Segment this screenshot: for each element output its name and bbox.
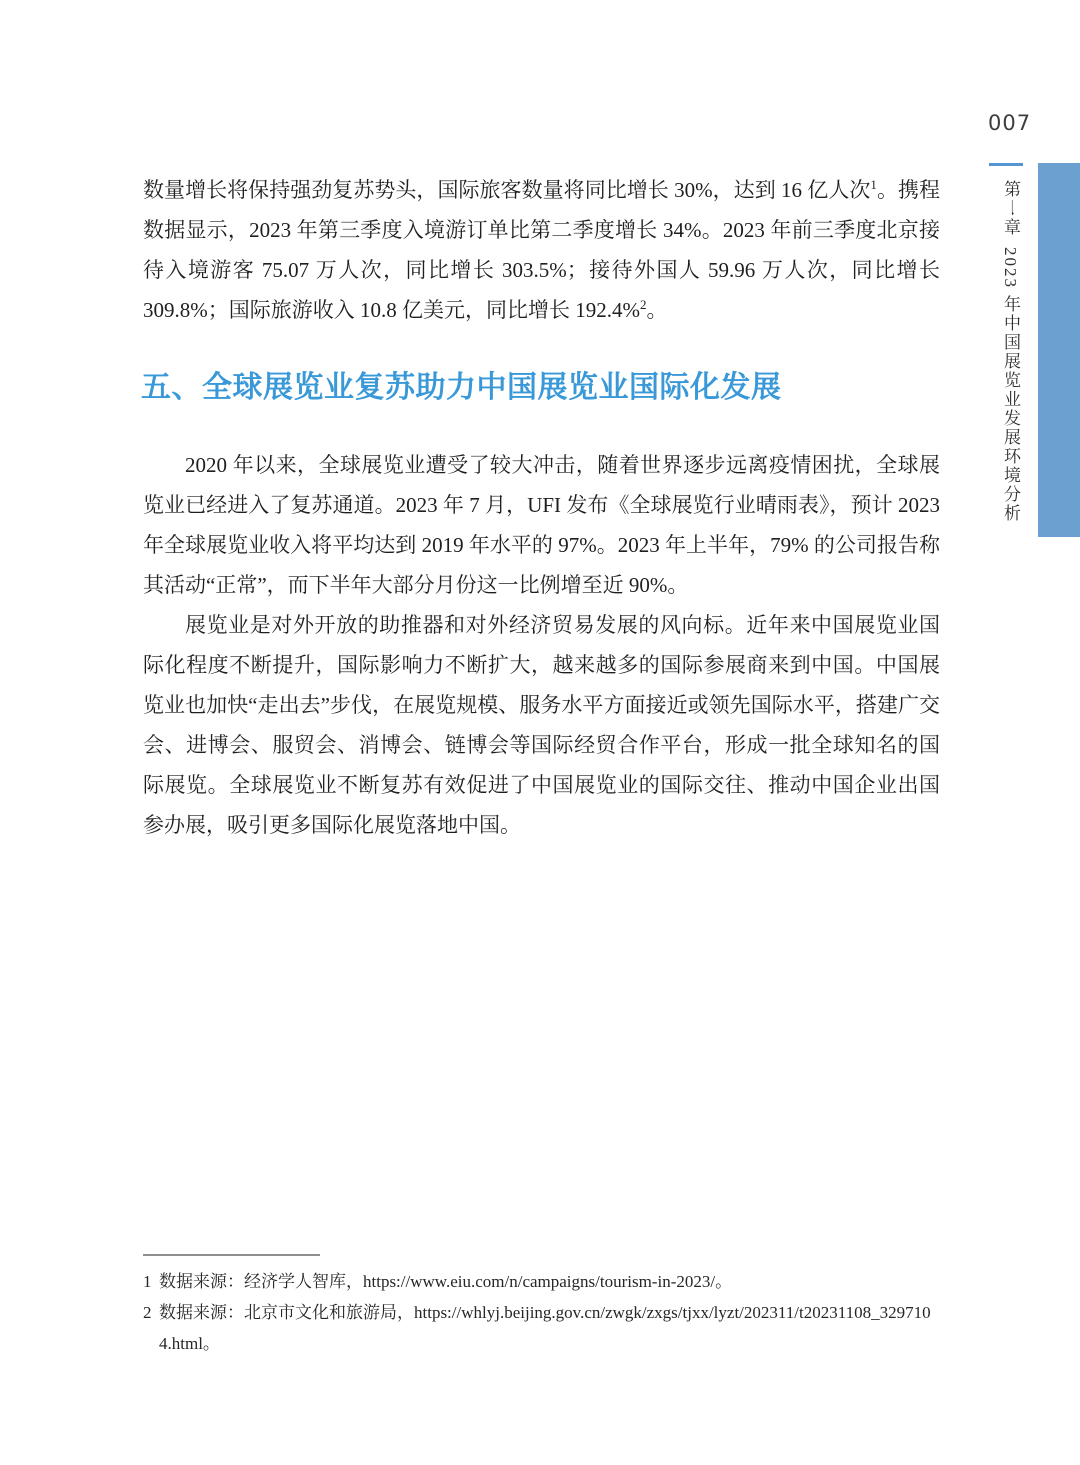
footnote-1 (143, 1266, 940, 1297)
chapter-label-dash: 一 (1001, 199, 1020, 218)
paragraph-tourism-stats (143, 170, 940, 330)
footnote-number: 2 (143, 1303, 152, 1322)
footnote-text: 数据来源：经济学人智库，https://www.eiu.com/n/campaigns/tourism-in-2023/。 (159, 1272, 733, 1291)
paragraph-text: 。 (646, 298, 668, 322)
section-heading: 五、全球展览业复苏助力中国展览业国际化发展 (141, 371, 782, 404)
section-body (143, 445, 940, 845)
footnote-text: 数据来源：北京市文化和旅游局，https://whlyj.beijing.gov.cn/zwgk/zxgs/tjxx/lyzt/202311/t20231108_3297104.html。 (159, 1303, 931, 1353)
chapter-sidebar-bar (1038, 163, 1080, 537)
footnote-separator (143, 1254, 320, 1256)
footnote-ref-2: 2 (640, 297, 647, 312)
page-number-rule (989, 163, 1023, 166)
paragraph-china-internationalization: 展览业是对外开放的助推器和对外经济贸易发展的风向标。近年来中国展览业国际化程度不断提升，国际影响力不断扩大，越来越多的国际参展商来到中国。中国展览业也加快“走出去”步伐，在展览规模、服务水平方面接近或领先国际水平，搭建广交会、进博会、服贸会、消博会、链博会等国际经贸合作平台，形成一批全球知名的国际展览。全球展览业不断复苏有效促进了中国展览业的国际交往、推动中国企业出国参办展，吸引更多国际化展览落地中国。 (143, 613, 940, 837)
footnotes (143, 1266, 940, 1359)
chapter-sidebar-text (998, 180, 1030, 530)
chapter-label-char: 章 (1001, 218, 1020, 237)
chapter-label-char: 第 (1001, 180, 1020, 199)
paragraph-text: 数量增长将保持强劲复苏势头，国际旅客数量将同比增长 30%，达到 16 亿人次 (143, 178, 871, 202)
footnote-ref-1: 1 (870, 177, 877, 192)
paragraph-text: 。携程数据显示，2023 年第三季度入境游订单比第二季度增长 34%。2023 年前三季度北京接待入境游客 75.07 万人次，同比增长 303.5%；接待外国人 59.96 万人次，同比增长 309.8%；国际旅游收入 10.8 亿美元，同比增长 192.4% (143, 178, 941, 322)
paragraph-global-recovery: 2020 年以来，全球展览业遭受了较大冲击，随着世界逐步远离疫情困扰，全球展览业已经进入了复苏通道。2023 年 7 月，UFI 发布《全球展览行业晴雨表》，预计 2023 年全球展览业收入将平均达到 2019 年水平的 97%。2023 年上半年，79% 的公司报告称其活动“正常”，而下半年大部分月份这一比例增至近 90%。 (143, 453, 940, 597)
footnote-2 (143, 1297, 940, 1359)
chapter-title: 2023 年中国展览业发展环境分析 (1001, 247, 1020, 524)
page-number: 007 (988, 111, 1032, 135)
footnote-number: 1 (143, 1272, 152, 1291)
